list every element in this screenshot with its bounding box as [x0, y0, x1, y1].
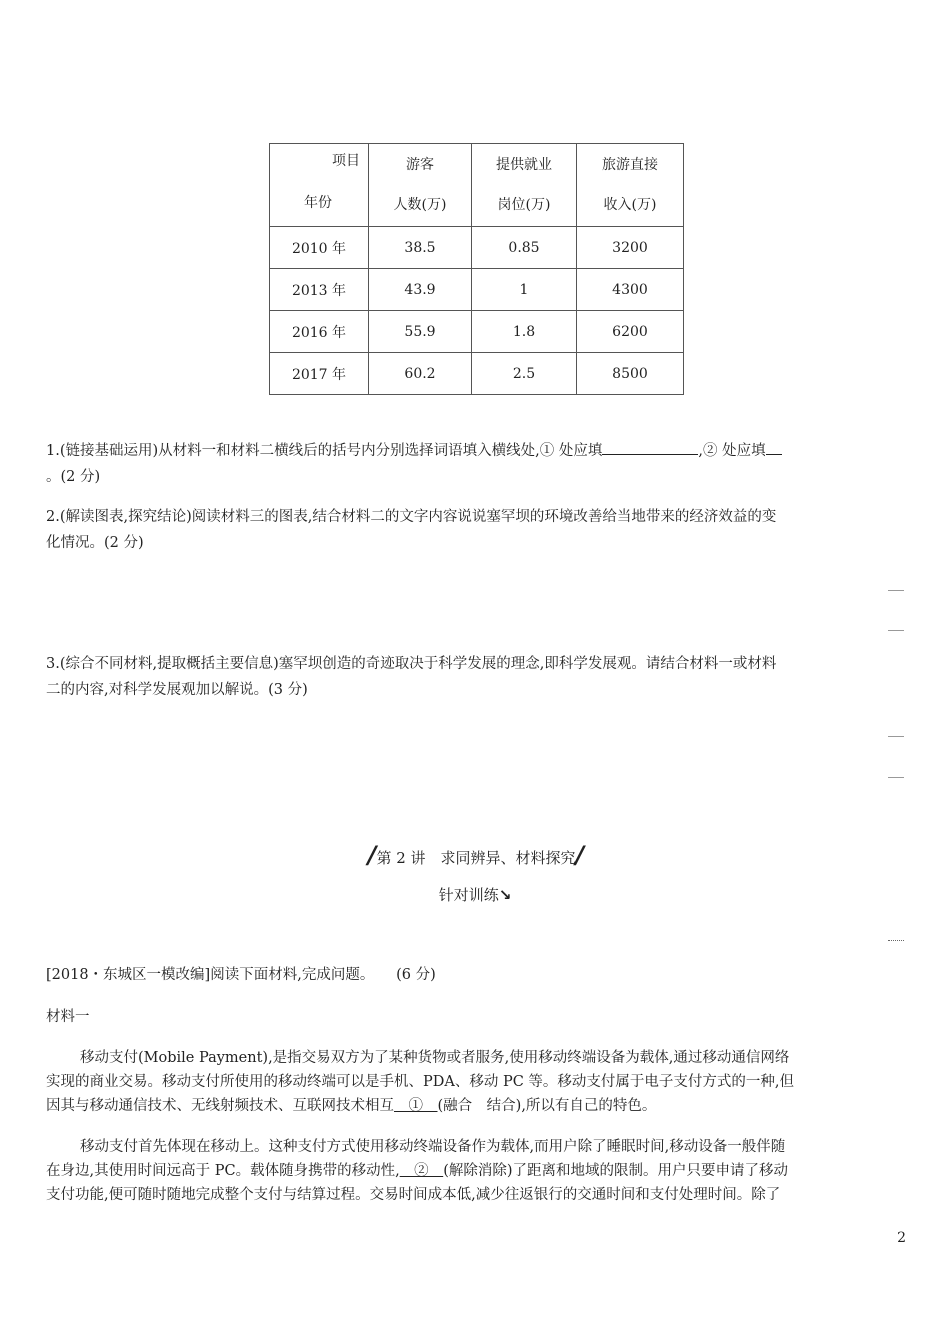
header-year-label: 年份 — [304, 195, 332, 211]
section-subtitle-text: 针对训练 — [438, 886, 499, 904]
question-1-text: 1.(链接基础运用)从材料一和材料二横线后的括号内分别选择词语填入横线处,① 处应填 — [46, 443, 603, 459]
question-3-text: 3.(综合不同材料,提取概括主要信息)塞罕坝创造的奇迹取决于科学发展的理念,即科学发展观。请结合材料一或材料 — [46, 656, 777, 672]
cell-visitors: 38.5 — [369, 227, 472, 269]
paragraph-line: 移动支付首先体现在移动上。这种支付方式使用移动终端设备作为载体,而用户除了睡眠时间,移动设备一般伴随 — [80, 1139, 786, 1155]
table-row — [270, 311, 684, 353]
paragraph-text: 因其与移动通信技术、无线射频技术、互联网技术相互 — [46, 1098, 394, 1114]
material-label: 材料一 — [46, 1009, 90, 1025]
paragraph-line: 移动支付(Mobile Payment),是指交易双方为了某种货物或者服务,使用移动终端设备为载体,通过移动通信网络 — [80, 1050, 790, 1066]
header-item-label: 项目 — [332, 153, 360, 169]
data-table — [269, 143, 684, 395]
dotted-divider — [888, 940, 904, 941]
fill-blank-1[interactable]: ① — [394, 1098, 438, 1114]
answer-line[interactable] — [888, 736, 904, 737]
answer-line[interactable] — [888, 590, 904, 591]
table-row — [270, 269, 684, 311]
paragraph-text: (解除消除)了距离和地域的限制。用户只要申请了移动 — [443, 1163, 788, 1179]
fill-blank-2[interactable]: ② — [399, 1163, 444, 1179]
header-jobs: 提供就业 岗位(万) — [472, 144, 577, 227]
answer-line[interactable] — [888, 777, 904, 778]
cell-income: 3200 — [577, 227, 684, 269]
header-visitors: 游客 人数(万) — [369, 144, 472, 227]
answer-blank-2[interactable] — [766, 438, 782, 455]
table-row — [270, 227, 684, 269]
paragraph-line — [46, 1158, 906, 1184]
header-income: 旅游直接 收入(万) — [577, 144, 684, 227]
section-subtitle — [420, 882, 530, 908]
cell-visitors: 60.2 — [369, 353, 472, 395]
paragraph-line — [46, 1093, 906, 1119]
cell-income: 8500 — [577, 353, 684, 395]
cell-jobs: 2.5 — [472, 353, 577, 395]
question-2-text-2: 化情况。(2 分) — [46, 535, 144, 551]
page-number: 2 — [897, 1230, 906, 1246]
cell-visitors: 55.9 — [369, 311, 472, 353]
paragraph-text: 在身边,其使用时间远高于 PC。载体随身携带的移动性, — [46, 1163, 400, 1179]
question-2-text: 2.(解读图表,探究结论)阅读材料三的图表,结合材料二的文字内容说说塞罕坝的环境改善给当地带来的经济效益的变 — [46, 509, 777, 525]
cell-visitors: 43.9 — [369, 269, 472, 311]
cell-jobs: 1 — [472, 269, 577, 311]
table-header-row — [270, 144, 684, 227]
section-title-text: 第 2 讲 求同辨异、材料探究 — [376, 849, 576, 867]
answer-line[interactable] — [888, 630, 904, 631]
paragraph-line: 实现的商业交易。移动支付所使用的移动终端可以是手机、PDA、移动 PC 等。移动支付属于电子支付方式的一种,但 — [46, 1074, 795, 1090]
question-1 — [46, 438, 906, 464]
paragraph-line: 支付功能,便可随时随地完成整个支付与结算过程。交易时间成本低,减少往返银行的交通时间和支付处理时间。除了 — [46, 1187, 781, 1203]
cell-income: 4300 — [577, 269, 684, 311]
passage-source: [2018・东城区一模改编]阅读下面材料,完成问题。 (6 分) — [46, 967, 436, 983]
paragraph-text: (融合 结合),所以有自己的特色。 — [437, 1098, 657, 1114]
arrow-down-right-icon: ↘ — [498, 886, 512, 904]
slash-decoration-icon: / — [575, 841, 585, 869]
cell-jobs: 1.8 — [472, 311, 577, 353]
cell-income: 6200 — [577, 311, 684, 353]
cell-jobs: 0.85 — [472, 227, 577, 269]
header-cell-diagonal — [270, 144, 369, 227]
cell-year: 2016 年 — [270, 311, 369, 353]
question-1-score: 。(2 分) — [46, 469, 101, 485]
answer-blank-1[interactable] — [602, 438, 698, 455]
cell-year: 2013 年 — [270, 269, 369, 311]
section-title — [356, 840, 596, 873]
table-row — [270, 353, 684, 395]
cell-year: 2017 年 — [270, 353, 369, 395]
slash-decoration-icon: / — [367, 841, 377, 869]
question-1-text-2: ,② 处应填 — [698, 443, 766, 459]
cell-year: 2010 年 — [270, 227, 369, 269]
question-3-text-2: 二的内容,对科学发展观加以解说。(3 分) — [46, 682, 308, 698]
